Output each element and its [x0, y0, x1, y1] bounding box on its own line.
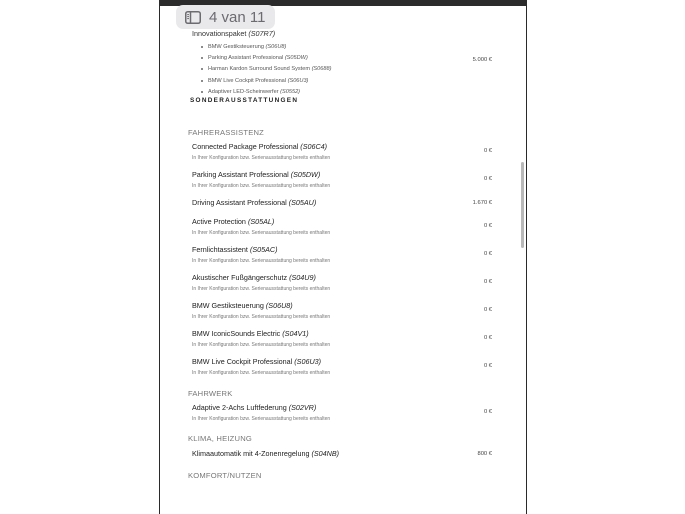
right-frame-border: [526, 0, 527, 514]
section-heading: SONDERAUSSTATTUNGEN: [190, 97, 299, 104]
package-price: 5.000 €: [472, 57, 492, 63]
bullet-icon: [201, 80, 203, 82]
option-title: Adaptive 2-Achs Luftfederung (S02VR): [192, 403, 317, 412]
option-note: In Ihrer Konfiguration bzw. Serienausstattung bereits enthalten: [192, 314, 331, 320]
option-price: 0 €: [483, 363, 492, 369]
page-indicator-label: 4 van 11: [209, 8, 266, 26]
option-title: BMW Live Cockpit Professional (S06U3): [192, 357, 322, 366]
bullet-icon: [201, 91, 203, 93]
pdf-page: [160, 0, 526, 514]
list-item: BMW Live Cockpit Professional (S06U3): [201, 75, 331, 86]
bullet-icon: [201, 68, 203, 70]
option-note: In Ihrer Konfiguration bzw. Serienausstattung bereits enthalten: [192, 155, 331, 161]
package-title: Innovationspaket (S07R7): [192, 29, 276, 38]
option-price: 1.670 €: [472, 200, 492, 206]
category-heading: KOMFORT/NUTZEN: [188, 471, 262, 480]
option-title: Active Protection (S05AL): [192, 217, 275, 226]
option-title: BMW IconicSounds Electric (S04V1): [192, 329, 309, 338]
option-note: In Ihrer Konfiguration bzw. Serienausstattung bereits enthalten: [192, 416, 331, 422]
option-price: 0 €: [483, 176, 492, 182]
option-price: 0 €: [483, 223, 492, 229]
option-price: 0 €: [483, 148, 492, 154]
option-note: In Ihrer Konfiguration bzw. Serienausstattung bereits enthalten: [192, 230, 331, 236]
option-note: In Ihrer Konfiguration bzw. Serienausstattung bereits enthalten: [192, 286, 331, 292]
package-item-list: [201, 41, 331, 97]
bullet-icon: [201, 46, 203, 48]
option-price: 0 €: [483, 335, 492, 341]
option-price: 0 €: [483, 251, 492, 257]
option-title: Klimaautomatik mit 4-Zonenregelung (S04NB): [192, 449, 340, 458]
bullet-icon: [201, 57, 203, 59]
list-item: Adaptiver LED-Scheinwerfer (S0552): [201, 86, 331, 97]
sidebar-icon: [185, 11, 201, 24]
option-title: BMW Gestiksteuerung (S06U8): [192, 301, 293, 310]
option-note: In Ihrer Konfiguration bzw. Serienausstattung bereits enthalten: [192, 258, 331, 264]
category-heading: FAHRWERK: [188, 389, 233, 398]
option-title: Akustischer Fußgängerschutz (S04U9): [192, 273, 316, 282]
list-item: Parking Assistant Professional (S05DW): [201, 52, 331, 63]
option-price: 800 €: [477, 451, 492, 457]
option-title: Driving Assistant Professional (S05AU): [192, 198, 317, 207]
option-title: Connected Package Professional (S06C4): [192, 142, 328, 151]
category-heading: KLIMA, HEIZUNG: [188, 434, 252, 443]
option-title: Parking Assistant Professional (S05DW): [192, 170, 321, 179]
option-price: 0 €: [483, 409, 492, 415]
option-note: In Ihrer Konfiguration bzw. Serienausstattung bereits enthalten: [192, 183, 331, 189]
option-note: In Ihrer Konfiguration bzw. Serienausstattung bereits enthalten: [192, 370, 331, 376]
scrollbar-thumb[interactable]: [521, 162, 524, 248]
option-note: In Ihrer Konfiguration bzw. Serienausstattung bereits enthalten: [192, 342, 331, 348]
option-price: 0 €: [483, 279, 492, 285]
page-indicator[interactable]: [176, 5, 275, 29]
list-item: BMW Gestiksteuerung (S06U8): [201, 41, 331, 52]
category-heading: FAHRERASSISTENZ: [188, 128, 264, 137]
list-item: Harman Kardon Surround Sound System (S0688): [201, 64, 331, 75]
option-price: 0 €: [483, 307, 492, 313]
option-title: Fernlichtassistent (S05AC): [192, 245, 278, 254]
